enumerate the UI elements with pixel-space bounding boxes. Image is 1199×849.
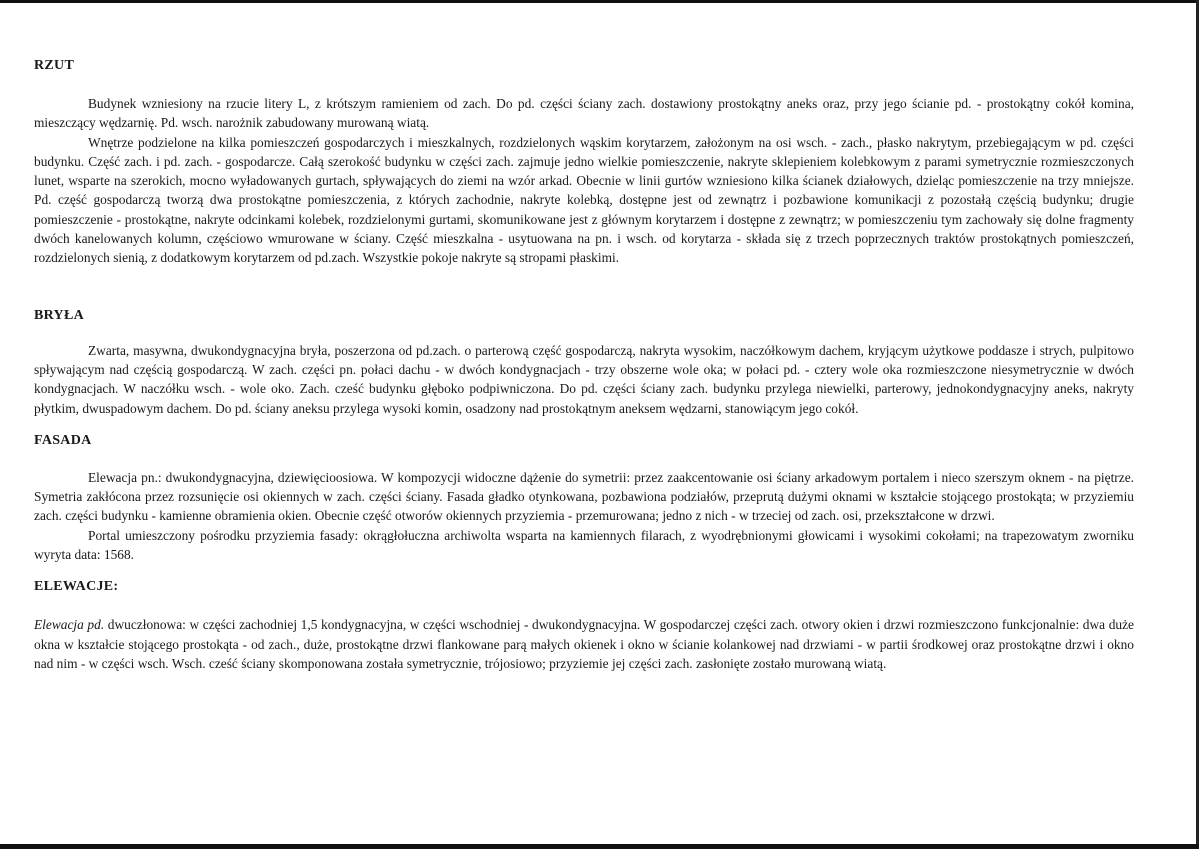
document-page <box>34 56 1134 673</box>
elewacje-paragraph-1 <box>34 615 1134 673</box>
section-heading-bryla: BRYŁA <box>34 307 85 323</box>
bryla-paragraph-1: Zwarta, masywna, dwukondygnacyjna bryła, poszerzona od pd.zach. o parterową część gospodarczą, nakryta wysokim, naczółkowym dachem, kryjącym użytkowe poddasze i strych, pulpitowo spływającym nad częścią gospodarczą. W zach. części pn. połaci dachu - w dwóch kondygnacjach - trzy obszerne wole oka; w połaci pd. - cztery wole oka rozmieszczone niesymetrycznie w dwóch kondygnacjach. W naczółku wsch. - wole oko. Zach. cześć budynku głęboko podpiwniczona. Do pd. części ściany zach. budynku przylega niewielki, parterowy, jednokondygnacyjny aneks, nakryty płytkim, dwuspadowym dachem. Do pd. ściany aneksu przylega wysoki komin, osadzony nad prostokątnym aneksem wędzarni, stanowiącym jego cokół. <box>34 342 1134 416</box>
section-heading-fasada: FASADA <box>34 432 92 448</box>
fasada-paragraph-2: Portal umieszczony pośrodku przyziemia fasady: okrągłołuczna archiwolta wsparta na kamiennych filarach, z wyodrębnionymi głowicami i wysokimi cokołami; na trapezowatym zworniku wyryta data: 1568. <box>34 527 1134 563</box>
section-heading-rzut: RZUT <box>34 58 75 73</box>
elewacja-pd-text: dwuczłonowa: w części zachodniej 1,5 kondygnacyjna, w części wschodniej - dwukondygnacyjna. W gospodarczej części zach. otwory okien i drzwi rozmieszczono funkcjonalnie: dwa duże okna w kształcie stojącego prostokąta - od zach., duże, prostokątne drzwi flankowane parą małych okienek i okno w ścianie kolankowej nad drzwiami - w partii środkowej oraz prostokątne drzwi i okno nad nim - w części wsch. Wsch. cześć ściany skomponowana została symetrycznie, trójosiowo; przyziemie jej części zach. zasłonięte zostało murowaną wiatą. <box>34 617 1134 671</box>
elewacja-pd-label: Elewacja pd. <box>34 617 105 633</box>
rzut-paragraph-1: Budynek wzniesiony na rzucie litery L, z krótszym ramieniem od zach. Do pd. części ściany zach. dostawiony prostokątny aneks oraz, przy jego ścianie pd. - prostokątny cokół komina, mieszczący wędzarnię. Pd. wsch. narożnik zabudowany murowaną wiatą. <box>34 96 1134 131</box>
fasada-paragraph-1: Elewacja pn.: dwukondygnacyjna, dziewięcioosiowa. W kompozycji widoczne dążenie do symetrii: przez zaakcentowanie osi ściany arkadowym portalem i nieco szerszym oknem - na piętrze. Symetria zakłócona przez rozsunięcie osi okiennych w zach. części ściany. Fasada gładko otynkowana, pozbawiona podziałów, przeprutą dużymi oknami w kształcie stojącego prostokąta; w przyziemiu zach. części budynku - kamienne obramienia okien. Obecnie część otworów okiennych przyziemia - przemurowana; jedno z nich - w trzeciej od zach. osi, przekształcone w drzwi. <box>34 469 1134 524</box>
rzut-paragraph-2: Wnętrze podzielone na kilka pomieszczeń gospodarczych i mieszkalnych, rozdzielonych wąskim korytarzem, założonym na osi wsch. - zach., płasko nakrytym, przebiegającym w pd. części budynku. Część zach. i pd. zach. - gospodarcze. Całą szerokość budynku w części zach. zajmuje jedno wielkie pomieszczenie, nakryte sklepieniem kolebkowym z parami symetrycznie rozmieszczonych lunet, wsparte na szerokich, mocno wyładowanych gurtach, spływających do ziemi na wzór arkad. Obecnie w linii gurtów wzniesiono kilka ścianek działowych, dzieląc pomieszczenie na trzy mniejsze. Pd. część gospodarczą tworzą dwa prostokątne pomieszczenia, z których zachodnie, nakryte kolebką, dostępne jest od zewnątrz i pozbawione komunikacji z pozostałą częścią budynku; drugie pomieszczenie - prostokątne, nakryte odcinkami kolebek, rozdzielonymi gurtami, skomunikowane jest z głównym korytarzem i dostępne z zewnątrz; w pomieszczeniu tym zachowały się dolne fragmenty dwóch kanelowanych kolumn, częściowo wmurowane w ściany. Część mieszkalna - usytuowana na pn. i wsch. od korytarza - składa się z trzech poprzecznych traktów prostokątnych pomieszczeń, rozdzielonych sienią, z dodatkowym korytarzem od pd.zach. Wszystkie pokoje nakryte są stropami płaskimi. <box>34 134 1134 266</box>
section-heading-elewacje: ELEWACJE: <box>34 579 119 595</box>
scan-border-top <box>0 0 1199 3</box>
scan-border-bottom <box>0 844 1199 849</box>
